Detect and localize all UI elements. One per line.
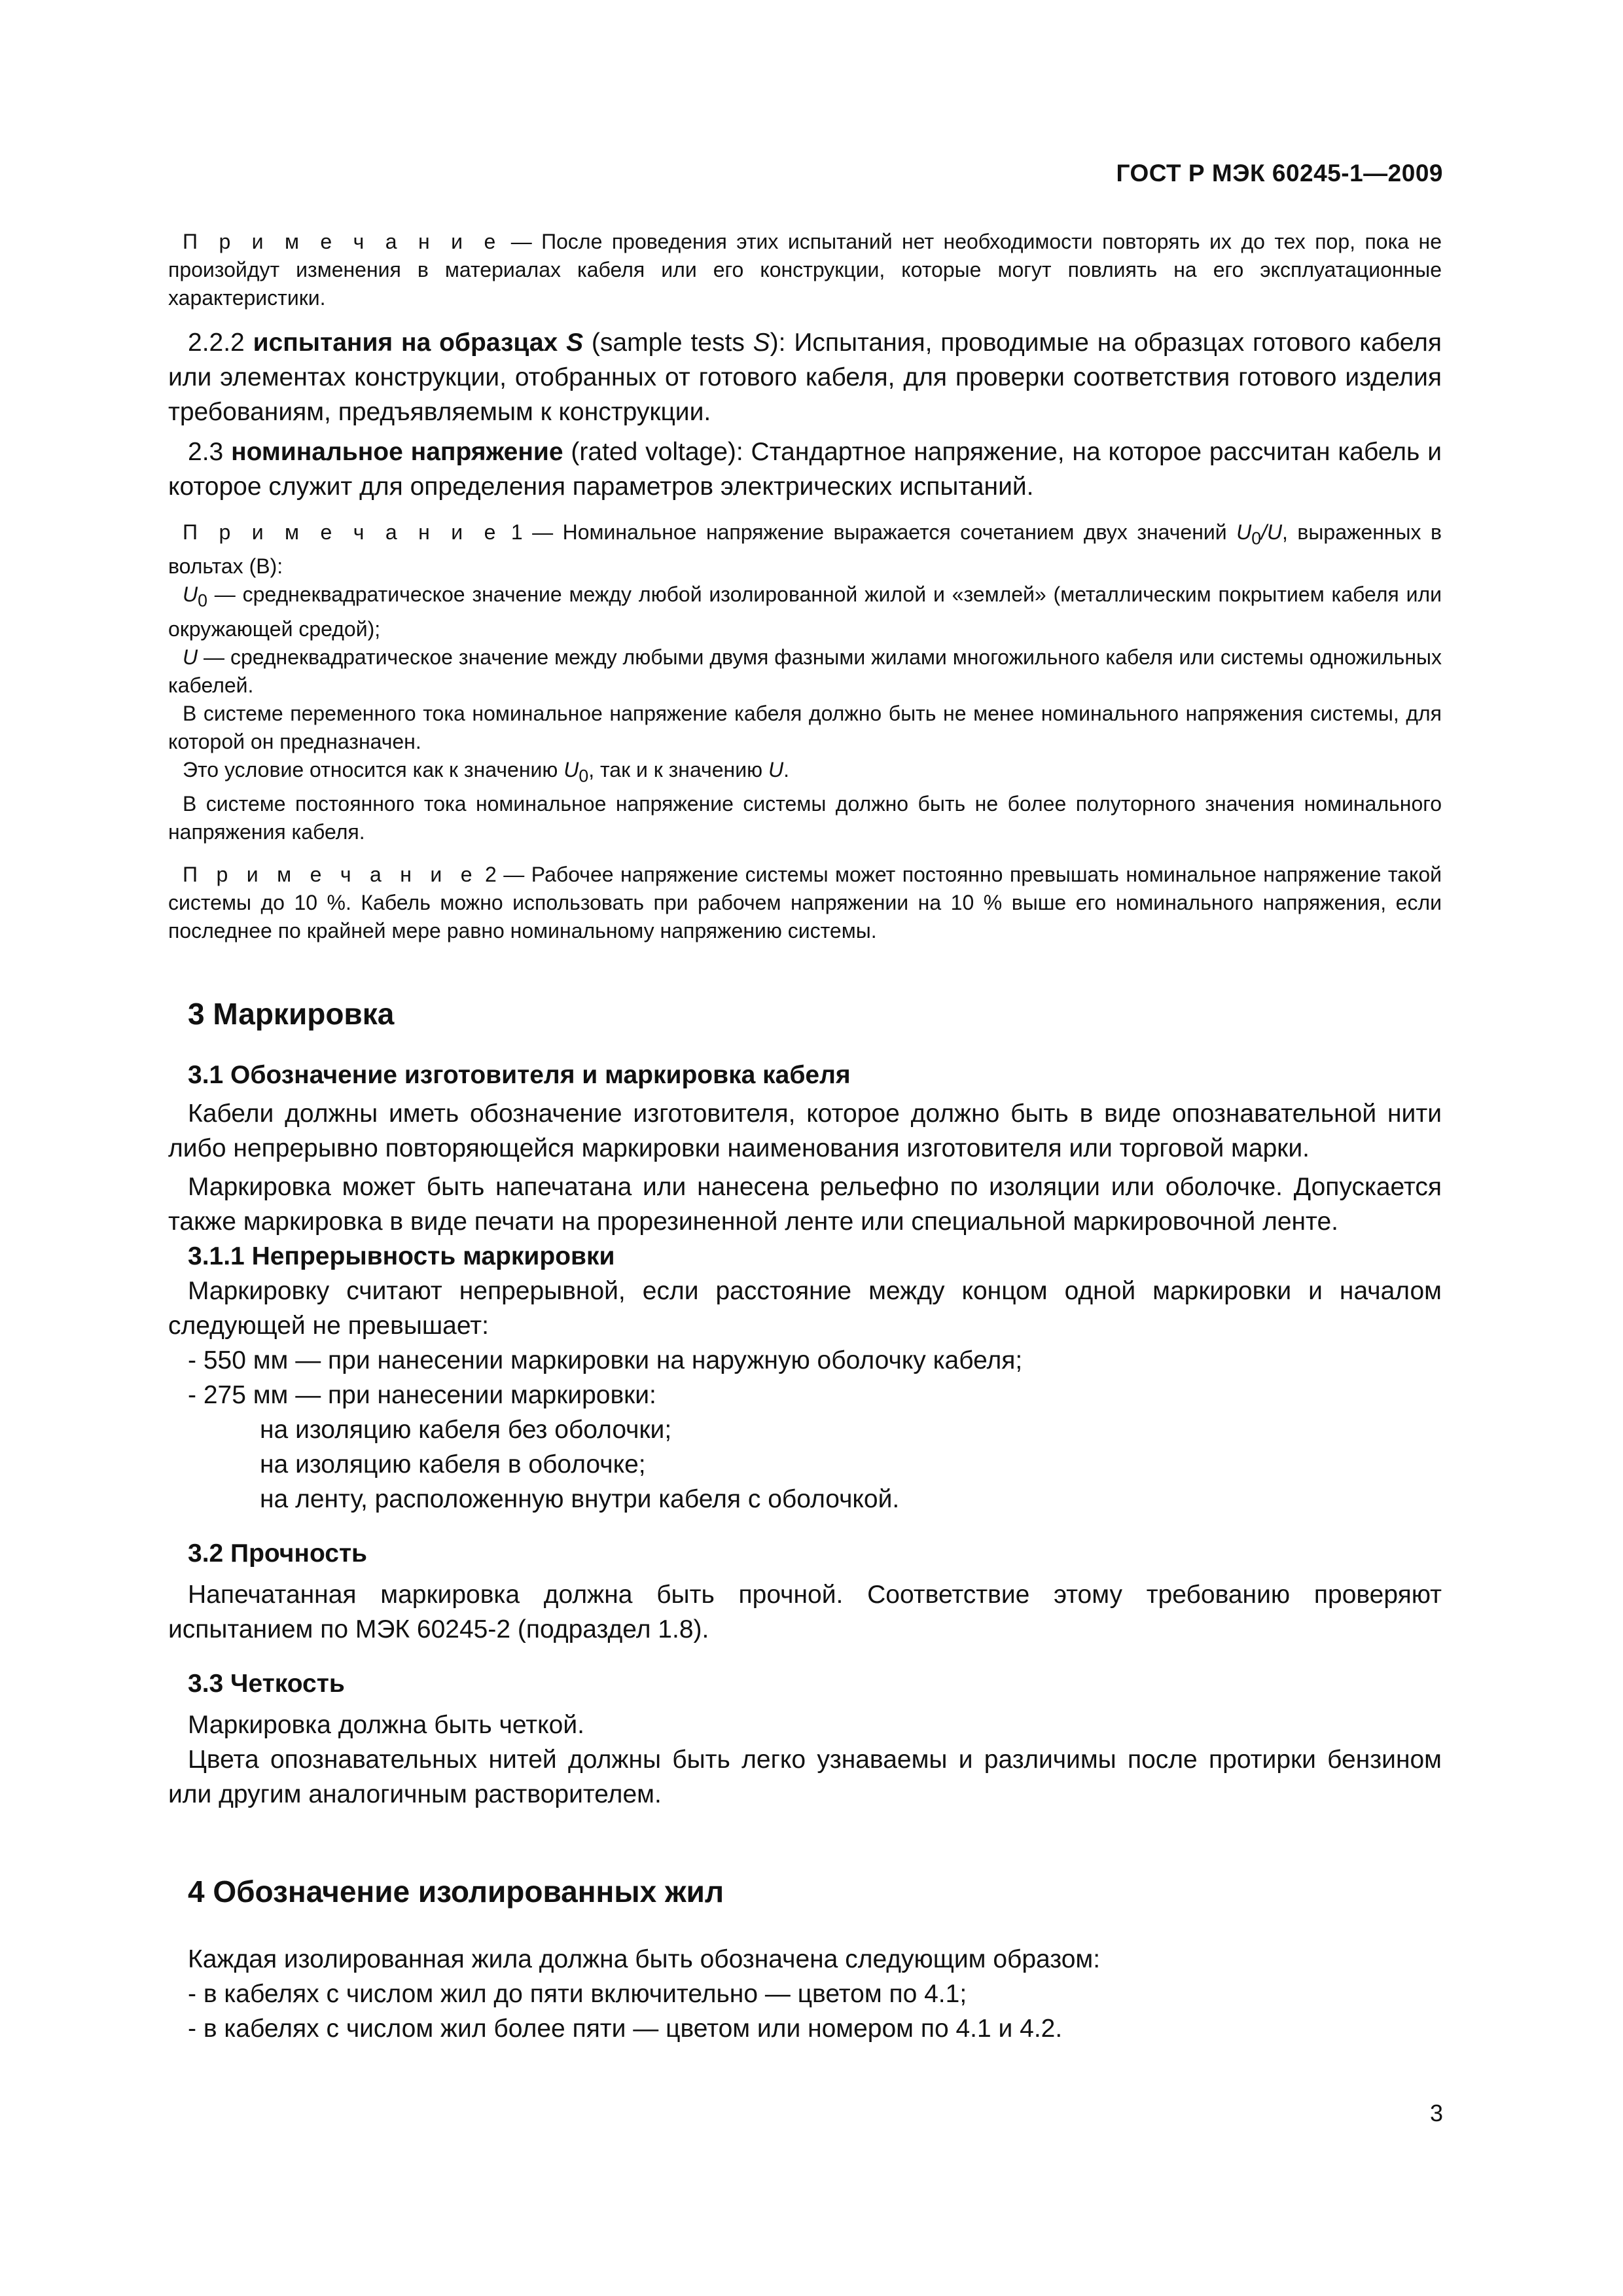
sub-item: на ленту, расположенную внутри кабеля с оболочкой. [260,1485,900,1514]
note-label: П р и м е ч а н и е [183,863,478,887]
note-text: — среднеквадратическое значение между любыми двумя фазными жилами многожильного кабеля или системы одножильных кабелей. [168,645,1442,697]
note-text: , так и к значению [588,757,768,781]
section-3-1-1-heading: 3.1.1 Непрерывность маркировки [188,1242,615,1271]
note-2 [168,861,1442,945]
section-3-1-1-paragraph: Маркировку считают непрерывной, если расстояние между концом одной маркировки и началом следующей не превышает: [168,1277,1442,1340]
document-header: ГОСТ Р МЭК 60245-1—2009 [1116,160,1443,187]
section-3-heading: 3 Маркировка [188,997,395,1031]
note-1-ac: В системе переменного тока номинальное напряжение кабеля должно быть не менее номинального напряжения системы, для которой он предназначен. [168,701,1442,753]
clause-number: 2.3 [188,438,232,466]
note-text: . [783,757,789,781]
note-label: П р и м е ч а н и е [183,520,502,544]
clause-text: ): Испытания, проводимые на образцах готового кабеля или элементах конструкции, отобранных от готового кабеля, для проверки соответствия готового изделия требованиям, предъявляемым к конструкции. [168,329,1442,426]
note-text: — среднеквадратическое значение между любой изолированной жилой и «землей» (металлическим покрытием кабеля или окружающей средой); [168,583,1442,641]
page-content [168,228,1442,2046]
term: испытания на образцах [253,329,567,357]
symbol: U [183,583,198,607]
subscript: 0 [198,590,207,611]
clause-2-3 [168,435,1442,504]
sub-item: на изоляцию кабеля в оболочке; [260,1450,646,1479]
note-1-u0-definition [168,581,1442,643]
dash-item: - в кабелях с числом жил более пяти — цветом или номером по 4.1 и 4.2. [188,2015,1063,2043]
note-text: , выраженных в вольтах (В): [168,520,1442,579]
note-text: 2 — Рабочее напряжение системы может постоянно превышать номинальное напряжение такой системы до 10 %. Кабель можно использовать при рабочем напряжении на 10 % выше его номинального напряжения, если последнее по крайней мере равно номинальному напряжению системы. [168,863,1442,943]
section-3-2-heading: 3.2 Прочность [188,1539,368,1568]
term-symbol: S [566,329,584,357]
section-3-3-heading: 3.3 Четкость [188,1670,345,1698]
note-1 [168,518,1442,846]
note-1-intro [168,518,1442,581]
symbol: /U [1261,520,1283,544]
note-text: 1 — Номинальное напряжение выражается сочетанием двух значений [501,520,1237,544]
term: номинальное напряжение [231,438,563,466]
note-0 [168,228,1442,312]
section-3-3-paragraph-2: Цвета опознавательных нитей должны быть легко узнаваемы и различимы после протирки бензином или другим аналогичным растворителем. [168,1746,1442,1809]
sub-item: на изоляцию кабеля без оболочки; [260,1416,672,1444]
dash-item-275: - 275 мм — при нанесении маркировки: [188,1381,656,1410]
section-3-2-paragraph: Напечатанная маркировка должна быть прочной. Соответствие этому требованию проверяют испытанием по МЭК 60245-2 (подраздел 1.8). [168,1581,1442,1644]
clause-text: (rated voltage): Стандартное напряжение, на которое рассчитан кабель и которое служит для определения параметров электрических испытаний. [168,438,1442,501]
clause-text: (sample tests [583,329,753,357]
symbol: U [768,757,784,781]
note-text: Это условие относится как к значению [183,757,564,781]
dash-item: - в кабелях с числом жил до пяти включительно — цветом по 4.1; [188,1980,967,2009]
page-number: 3 [1429,2100,1443,2126]
symbol: U [1236,520,1252,544]
symbol: S [753,329,770,357]
note-text: — После проведения этих испытаний нет необходимости повторять их до тех пор, пока не произойдут изменения в материалах кабеля или его конструкции, которые могут повлиять на его эксплуатационные характеристики. [168,230,1442,310]
section-3-1-paragraph-1: Кабели должны иметь обозначение изготовителя, которое должно быть в виде опознавательной нити либо непрерывно повторяющейся маркировки наименования изготовителя или торговой марки. [168,1100,1442,1163]
note-1-u-definition [168,643,1442,700]
subscript: 0 [579,766,589,786]
subscript: 0 [1251,528,1262,548]
section-4-paragraph: Каждая изолированная жила должна быть обозначена следующим образом: [188,1945,1101,1974]
note-1-dc: В системе постоянного тока номинальное напряжение системы должно быть не более полуторного значения номинального напряжения кабеля. [168,792,1442,844]
clause-number: 2.2.2 [188,329,253,357]
note-1-condition [168,756,1442,790]
note-label: П р и м е ч а н и е [183,230,502,253]
symbol: U [183,645,198,669]
symbol: U [563,757,579,781]
dash-item-550: - 550 мм — при нанесении маркировки на наружную оболочку кабеля; [188,1346,1023,1375]
section-3-3-paragraph-1: Маркировка должна быть четкой. [188,1711,584,1740]
section-4-heading: 4 Обозначение изолированных жил [188,1874,724,1909]
clause-2-2-2 [168,325,1442,429]
section-3-1-paragraph-2: Маркировка может быть напечатана или нанесена рельефно по изоляции или оболочке. Допускается также маркировка в виде печати на прорезиненной ленте или специальной маркировочной ленте. [168,1173,1442,1236]
section-3-1-heading: 3.1 Обозначение изготовителя и маркировка кабеля [188,1061,851,1090]
